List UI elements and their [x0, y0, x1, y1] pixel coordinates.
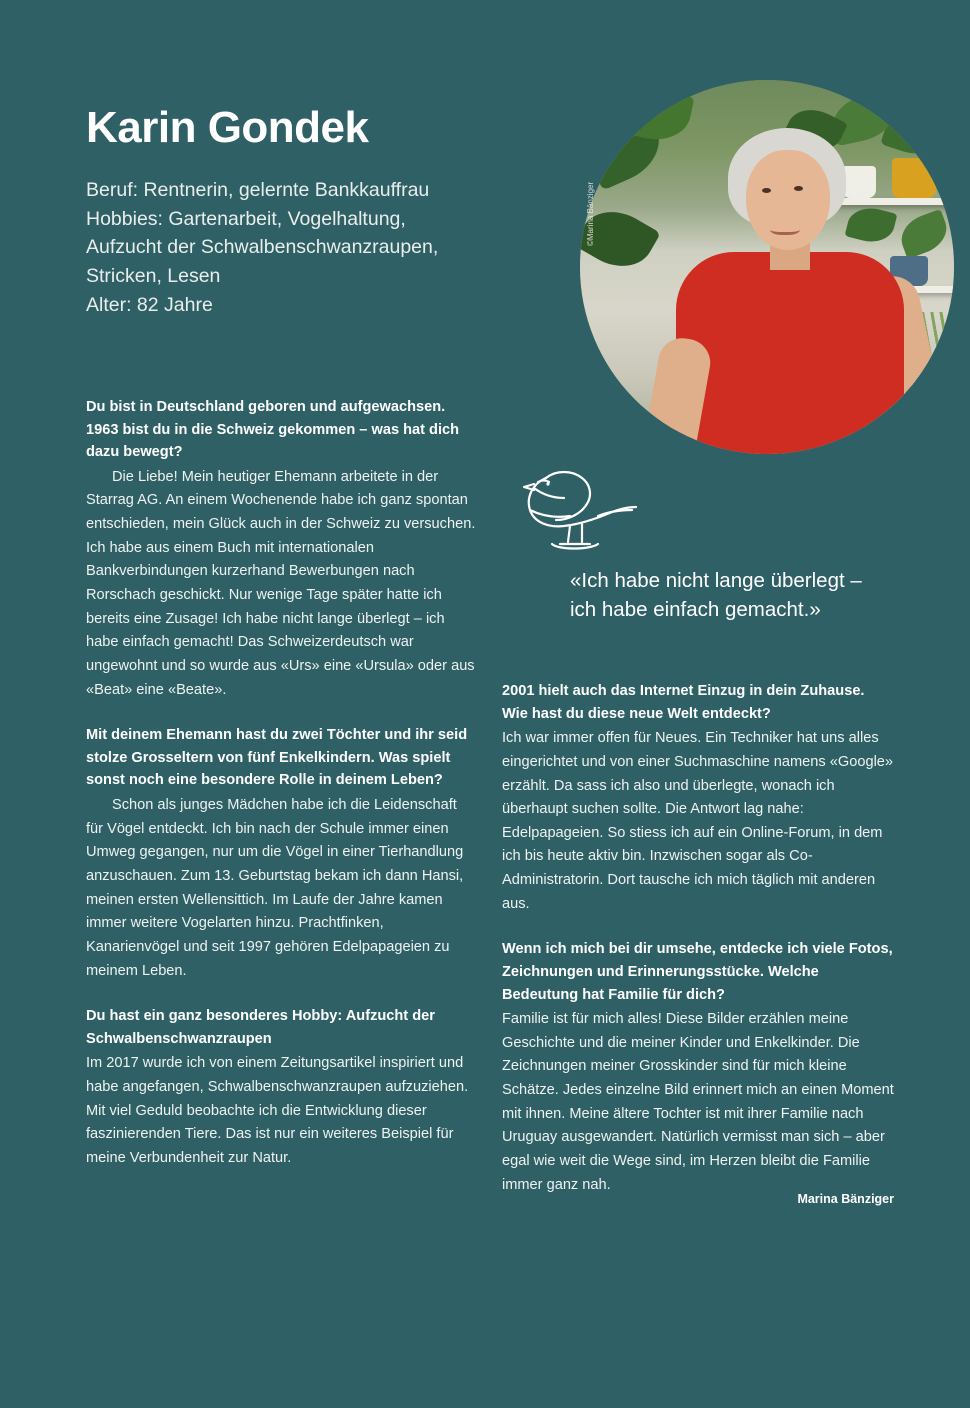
qa-block: [502, 938, 894, 1197]
detail-line-alter: Alter: 82 Jahre: [86, 293, 213, 316]
qa-block: [86, 1005, 476, 1170]
pull-quote: [570, 566, 920, 624]
detail-line-beruf: Beruf: Rentnerin, gelernte Bankkauffrau: [86, 179, 430, 201]
qa-block: [86, 724, 476, 983]
article-column-left: [86, 396, 476, 1171]
detail-line-hobbies-3: Stricken, Lesen: [86, 264, 221, 287]
page-title: Karin Gondek: [86, 103, 369, 152]
flower-pot: [892, 158, 936, 198]
question-text: 2001 hielt auch das Internet Einzug in dein Zuhause. Wie hast du diese neue Welt entdeckt?: [502, 683, 865, 722]
pull-quote-line-1: «Ich habe nicht lange überlegt –: [570, 569, 862, 592]
answer-text: Familie ist für mich alles! Diese Bilder erzählen meine Geschichte und die meiner Kinder und Enkelkinder. Die Zeichnungen meiner Grosskinder sind für mich kleine Schätze. Jedes einzelne Bild erinnert mich an einen Moment mit ihnen. Meine ältere Tochter ist mit ihrer Familie nach Uruguay ausgewandert. Natürlich vermisst man sich – aber egal wie weit die Wege sind, im Herzen bleibt die Familie immer ganz nah.: [502, 1011, 894, 1193]
qa-block: [86, 396, 476, 702]
question-text: Du hast ein ganz besonderes Hobby: Aufzucht der Schwalbenschwanzraupen: [86, 1008, 435, 1047]
person-mouth: [770, 222, 800, 235]
answer-text: Ich war immer offen für Neues. Ein Techniker hat uns alles eingerichtet und von einer Suchmaschine namens «Google» erzählt. Da sass ich also und überlegte, wonach ich überhaupt suchen sollte. Die Antwort lag nahe: Edelpapageien. So stiess ich auf ein Online-Forum, in dem ich bis heute aktiv bin. Inzwischen sogar als Co-Administratorin. Dort tausche ich mich täglich mit anderen aus.: [502, 730, 894, 912]
portrait-scene: [580, 80, 954, 454]
person-eye: [794, 186, 803, 191]
author-byline: Marina Bänziger: [797, 1192, 894, 1206]
question-text: Du bist in Deutschland geboren und aufgewachsen. 1963 bist du in die Schweiz gekommen – was hat dich dazu bewegt?: [86, 399, 460, 461]
person-face: [746, 150, 830, 250]
question-text: Wenn ich mich bei dir umsehe, entdecke ich viele Fotos, Zeichnungen und Erinnerungsstücke. Welche Bedeutung hat Familie für dich?: [502, 941, 893, 1003]
person-details: [86, 176, 546, 319]
answer-text: Die Liebe! Mein heutiger Ehemann arbeitete in der Starrag AG. An einem Wochenende habe ich ganz spontan entschieden, mein Glück auch in der Schweiz zu versuchen. Ich habe aus einem Buch mit internationalen Bankverbindungen kurzerhand Bewerbungen nach Rorschach geschickt. Nur wenige Tage später hatte ich bereits eine Zusage! Ich habe nicht lange überlegt – ich habe einfach gemacht! Das Schweizerdeutsch war ungewohnt und so wurde aus «Urs» eine «Ursula» oder aus «Beat» eine «Beate».: [86, 468, 476, 698]
article-column-right: [502, 680, 894, 1197]
question-text: Mit deinem Ehemann hast du zwei Töchter und ihr seid stolze Grosseltern von fünf Enkelkindern. Was spielt sonst noch eine besondere Rolle in deinem Leben?: [86, 727, 468, 789]
answer-text: Schon als junges Mädchen habe ich die Leidenschaft für Vögel entdeckt. Ich bin nach der Schule immer einen Umweg gegangen, nur um die Vögel in einer Tierhandlung anzuschauen. Zum 13. Geburtstag bekam ich dann Hansi, meinen ersten Wellensittich. Im Laufe der Jahre kamen immer weitere Vogelarten hinzu. Prachtfinken, Kanarienvögel und seit 1997 gehören Edelpapageien zu meinem Leben.: [86, 797, 464, 979]
detail-line-hobbies-1: Hobbies: Gartenarbeit, Vogelhaltung,: [86, 207, 406, 230]
person-shirt: [676, 252, 904, 454]
bird-icon: [512, 460, 652, 560]
detail-line-hobbies-2: Aufzucht der Schwalbenschwanzraupen,: [86, 236, 439, 259]
portrait-photo: [580, 80, 954, 454]
photo-credit: ©Marina Bänziger: [586, 181, 595, 246]
person-eye: [762, 188, 771, 193]
flower-pot: [842, 166, 876, 198]
answer-text: Im 2017 wurde ich von einem Zeitungsartikel inspiriert und habe angefangen, Schwalbenschwanzraupen aufzuziehen. Mit viel Geduld beobachte ich die Entwicklung dieser faszinierenden Tiere. Das ist nur ein weiteres Beispiel für meine Verbundenheit zur Natur.: [86, 1055, 469, 1166]
pull-quote-line-2: ich habe einfach gemacht.»: [570, 598, 821, 622]
qa-block: [502, 680, 894, 916]
